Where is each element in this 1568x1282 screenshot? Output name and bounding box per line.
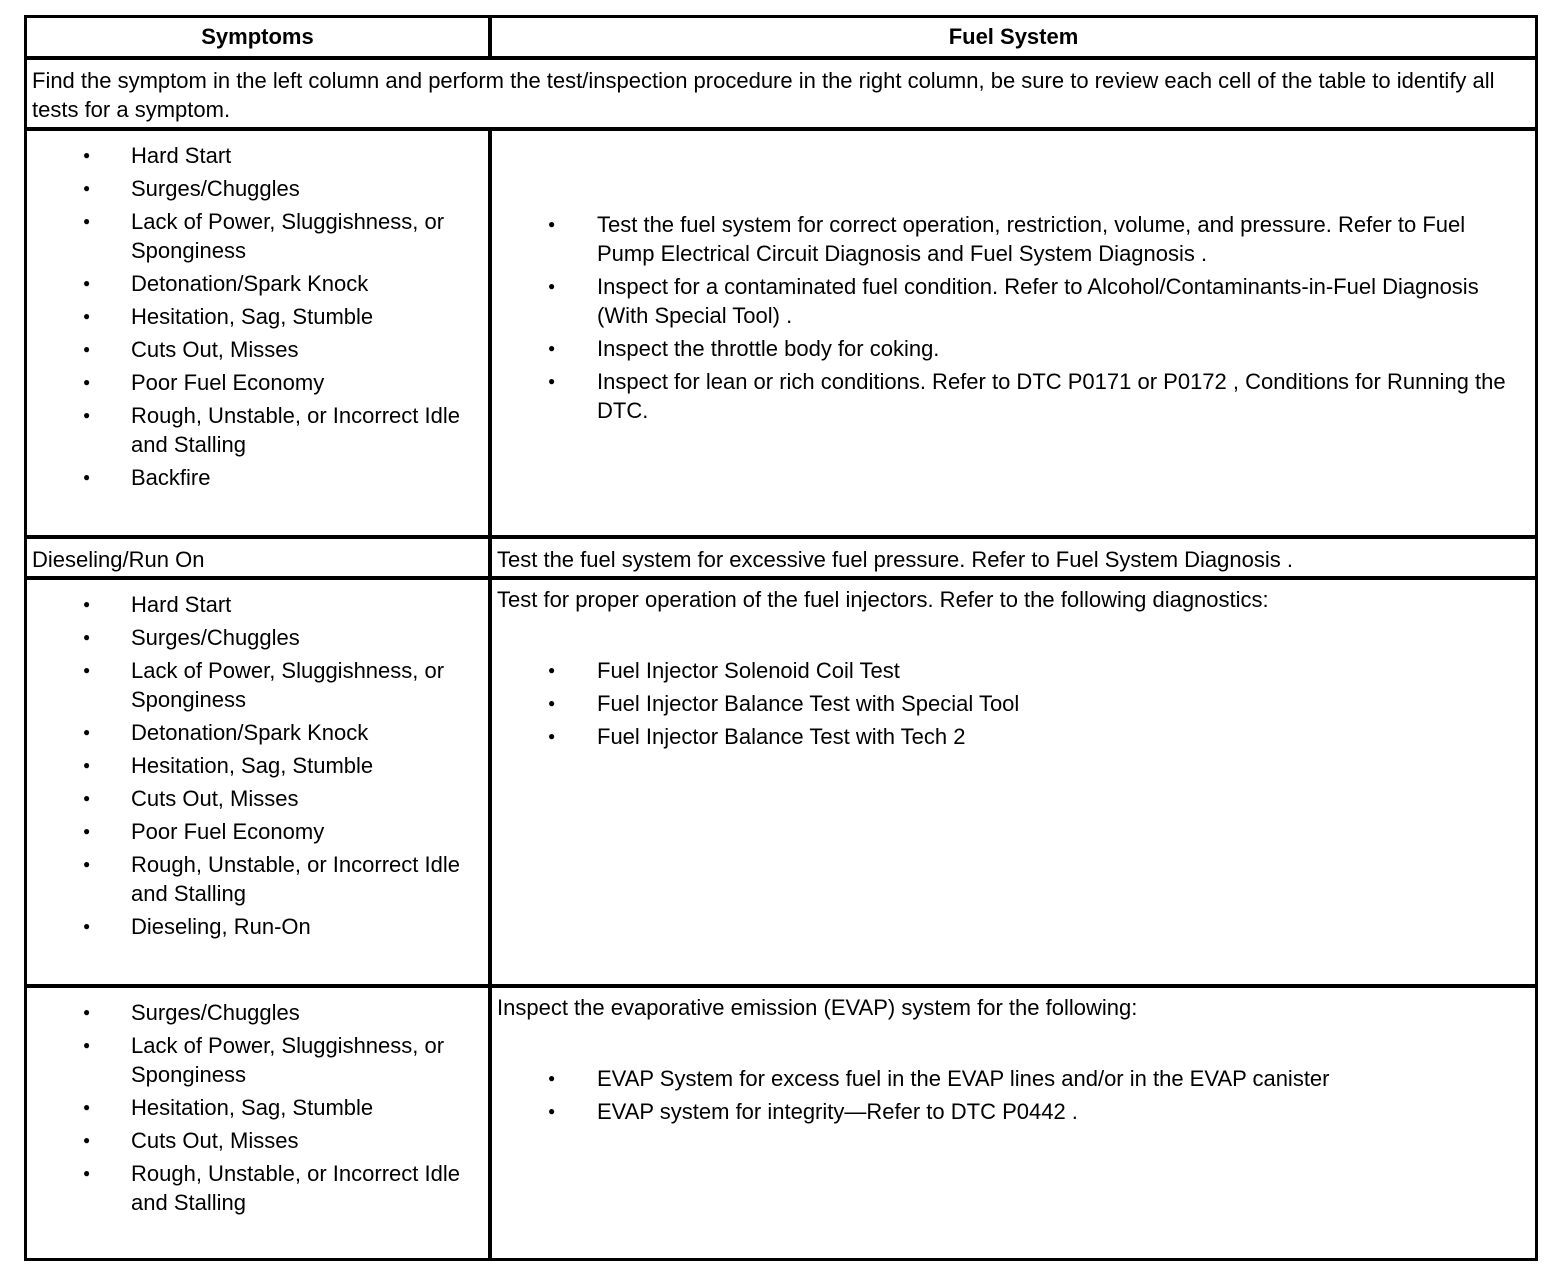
procedure-intro: Test for proper operation of the fuel injectors. Refer to the following diagnostics:: [497, 587, 1269, 612]
symptom-item: ● Lack of Power, Sluggishness, or Sponginess: [27, 207, 488, 265]
symptom-item: ● Detonation/Spark Knock: [27, 269, 488, 298]
procedure-cell: [492, 580, 1535, 984]
procedure-item: ● Inspect the throttle body for coking.: [492, 334, 1515, 363]
procedure-item: ● Fuel Injector Balance Test with Tech 2: [492, 722, 1515, 751]
symptom-item: ● Hesitation, Sag, Stumble: [27, 751, 488, 780]
symptom-item: ● Cuts Out, Misses: [27, 1126, 488, 1155]
symptom-list: [27, 988, 488, 1217]
symptom-item: ● Cuts Out, Misses: [27, 784, 488, 813]
procedure-item: ● Fuel Injector Solenoid Coil Test: [492, 656, 1515, 685]
symptoms-cell: [27, 988, 492, 1258]
symptoms-cell: [27, 539, 492, 576]
symptom-item: ● Poor Fuel Economy: [27, 368, 488, 397]
fuel-system-symptom-table: [24, 15, 1538, 1261]
symptom-item: ● Rough, Unstable, or Incorrect Idle and Stalling: [27, 850, 488, 908]
procedure-item: ● Inspect for lean or rich conditions. Refer to DTC P0171 or P0172 , Conditions for Running the DTC.: [492, 367, 1515, 425]
procedure-list: [492, 131, 1535, 425]
procedure-item: ● Fuel Injector Balance Test with Special Tool: [492, 689, 1515, 718]
symptom-item: ● Backfire: [27, 463, 488, 492]
procedure-item: ● EVAP System for excess fuel in the EVAP lines and/or in the EVAP canister: [492, 1064, 1515, 1093]
procedure-item: ● Inspect for a contaminated fuel condition. Refer to Alcohol/Contaminants-in-Fuel Diagnosis (With Special Tool) .: [492, 272, 1515, 330]
symptom-item: ● Cuts Out, Misses: [27, 335, 488, 364]
symptoms-cell: [27, 131, 492, 535]
symptom-item: ● Detonation/Spark Knock: [27, 718, 488, 747]
column-header-symptoms: Symptoms: [27, 18, 492, 56]
symptom-list: [27, 131, 488, 492]
symptom-list: [27, 580, 488, 941]
procedure-item: ● EVAP system for integrity—Refer to DTC P0442 .: [492, 1097, 1515, 1126]
symptom-item: ● Lack of Power, Sluggishness, or Sponginess: [27, 1031, 488, 1089]
procedure-item: ● Test the fuel system for correct operation, restriction, volume, and pressure. Refer to Fuel Pump Electrical Circuit Diagnosis and Fuel System Diagnosis .: [492, 210, 1515, 268]
procedure-cell: [492, 131, 1535, 535]
symptom-item: ● Hard Start: [27, 141, 488, 170]
table-intro-row: [27, 60, 1535, 131]
symptom-item: ● Surges/Chuggles: [27, 623, 488, 652]
symptom-item: ● Surges/Chuggles: [27, 174, 488, 203]
procedure-cell: [492, 539, 1535, 576]
table-header-row: [27, 18, 1535, 60]
table-row: [27, 131, 1535, 539]
symptoms-cell: [27, 580, 492, 984]
symptom-text: Dieseling/Run On: [32, 547, 205, 572]
table-row: [27, 580, 1535, 988]
column-header-fuel-system: Fuel System: [948, 24, 1079, 49]
symptom-item: ● Dieseling, Run-On: [27, 912, 488, 941]
symptom-item: ● Poor Fuel Economy: [27, 817, 488, 846]
procedure-text: Test the fuel system for excessive fuel pressure. Refer to Fuel System Diagnosis .: [497, 547, 1293, 572]
procedure-list: [492, 1022, 1535, 1126]
procedure-intro: Inspect the evaporative emission (EVAP) system for the following:: [497, 995, 1138, 1020]
symptom-item: ● Lack of Power, Sluggishness, or Sponginess: [27, 656, 488, 714]
table-row: [27, 539, 1535, 580]
table-instructions: Find the symptom in the left column and perform the test/inspection procedure in the right column, be sure to review each cell of the table to identify all tests for a symptom.: [32, 68, 1495, 122]
procedure-cell: [492, 988, 1535, 1258]
symptom-item: ● Hard Start: [27, 590, 488, 619]
symptom-item: ● Surges/Chuggles: [27, 998, 488, 1027]
table-row: [27, 988, 1535, 1258]
symptom-item: ● Rough, Unstable, or Incorrect Idle and Stalling: [27, 1159, 488, 1217]
symptom-item: ● Hesitation, Sag, Stumble: [27, 1093, 488, 1122]
symptom-item: ● Rough, Unstable, or Incorrect Idle and Stalling: [27, 401, 488, 459]
procedure-list: [492, 614, 1535, 751]
symptom-item: ● Hesitation, Sag, Stumble: [27, 302, 488, 331]
